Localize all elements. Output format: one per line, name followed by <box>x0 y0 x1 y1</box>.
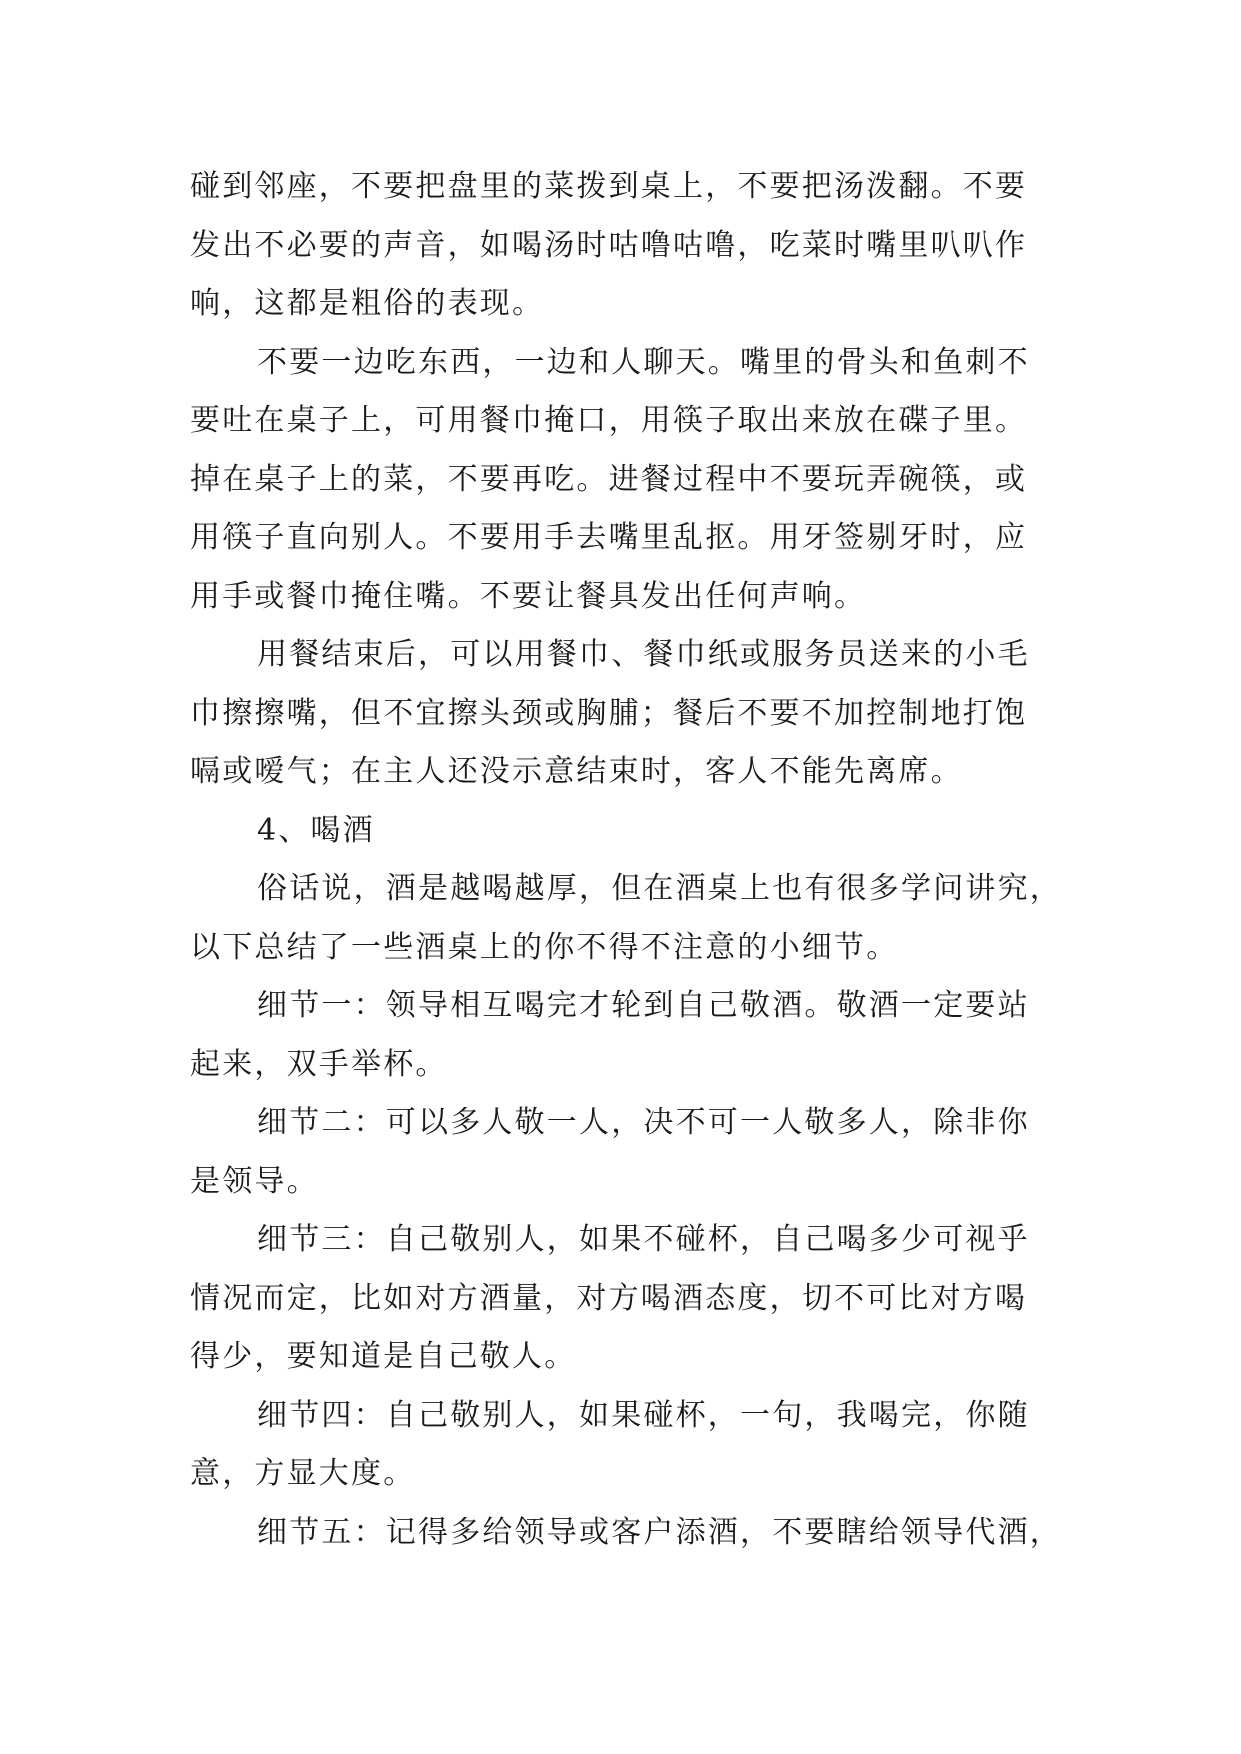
text-line: 发出不必要的声音，如喝汤时咕噜咕噜，吃菜时嘴里叭叭作 <box>190 227 1028 263</box>
text-line: 巾擦擦嘴，但不宜擦头颈或胸脯；餐后不要不加控制地打饱 <box>190 695 1028 731</box>
text-line: 细节二：可以多人敬一人，决不可一人敬多人，除非你 <box>257 1105 1030 1140</box>
text-line: 意，方显大度。 <box>190 1456 416 1491</box>
text-line: 是领导。 <box>190 1163 319 1199</box>
text-line: 以下总结了一些酒桌上的你不得不注意的小细节。 <box>190 929 899 965</box>
text-line: 用筷子直向别人。不要用手去嘴里乱抠。用牙签剔牙时，应 <box>190 520 1028 555</box>
body-text <box>190 158 1062 1562</box>
text-line: 不要一边吃东西，一边和人聊天。嘴里的骨头和鱼刺不 <box>257 344 1030 380</box>
text-line: 响，这都是粗俗的表现。 <box>190 286 545 321</box>
text-line: 要吐在桌子上，可用餐巾掩口，用筷子取出来放在碟子里。 <box>190 403 1028 438</box>
text-line: 细节四：自己敬别人，如果碰杯，一句，我喝完，你随 <box>257 1397 1030 1433</box>
text-line: 细节三：自己敬别人，如果不碰杯，自己喝多少可视乎 <box>257 1222 1030 1257</box>
text-line: 起来，双手举杯。 <box>190 1046 448 1082</box>
text-line: 细节五：记得多给领导或客户添酒，不要瞎给领导代酒， <box>257 1514 1062 1550</box>
text-line: 情况而定，比如对方酒量，对方喝酒态度，切不可比对方喝 <box>190 1280 1028 1316</box>
text-line: 掉在桌子上的菜，不要再吃。进餐过程中不要玩弄碗筷，或 <box>190 461 1028 497</box>
text-line: 碰到邻座，不要把盘里的菜拨到桌上，不要把汤泼翻。不要 <box>190 169 1028 204</box>
section-heading: 4、喝酒 <box>257 812 375 848</box>
text-line: 用餐结束后，可以用餐巾、餐巾纸或服务员送来的小毛 <box>257 637 1030 672</box>
text-line: 俗话说，酒是越喝越厚，但在酒桌上也有很多学问讲究， <box>257 871 1062 906</box>
text-line: 细节一：领导相互喝完才轮到自己敬酒。敬酒一定要站 <box>257 988 1030 1023</box>
text-line: 用手或餐巾掩住嘴。不要让餐具发出任何声响。 <box>190 578 867 614</box>
text-line: 得少，要知道是自己敬人。 <box>190 1339 577 1374</box>
text-line: 嗝或嗳气；在主人还没示意结束时，客人不能先离席。 <box>190 754 963 789</box>
